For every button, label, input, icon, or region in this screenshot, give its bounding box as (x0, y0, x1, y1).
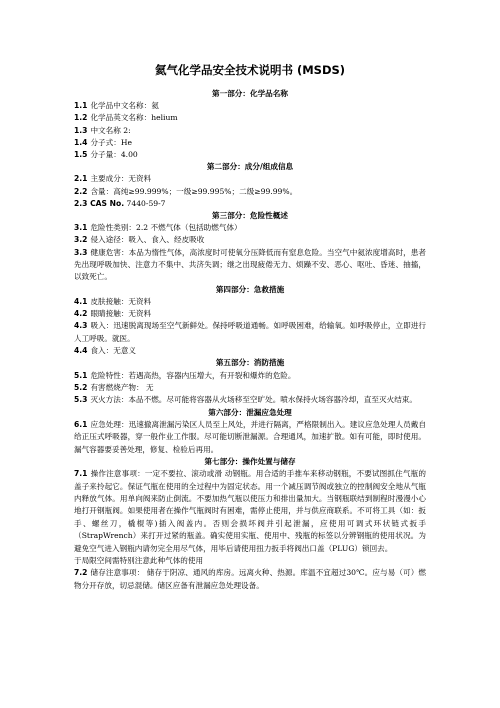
item-4-4 (74, 345, 426, 357)
item-3-3 (74, 247, 426, 284)
section-6-title: 第六部分：泄漏应急处理 (208, 407, 292, 417)
item-7-1 (74, 468, 426, 555)
item-number: 7.2 (74, 568, 88, 578)
item-number: 4.4 (74, 346, 88, 356)
item-number: 3.3 (74, 247, 88, 257)
item-number: 1.2 (74, 113, 88, 123)
item-4-3 (74, 320, 426, 345)
item-1-5 (74, 149, 426, 161)
item-text: 危险特性：若遇高热，容器内压增大，有开裂和爆炸的危险。 (90, 370, 296, 380)
item-number: 3.2 (74, 235, 88, 245)
item-text: 分子量：4.00 (90, 150, 138, 160)
item-7-2 (74, 567, 426, 592)
item-number: 2.2 (74, 186, 88, 196)
item-text: 侵入途径：吸入、食入、经皮吸收 (90, 235, 205, 245)
item-1-3 (74, 125, 426, 137)
section-1-title: 第一部分：化学品名称 (212, 89, 288, 98)
item-4-1 (74, 296, 426, 308)
item-number: 5.2 (74, 382, 88, 392)
item-text: 分子式：He (90, 137, 132, 147)
item-text: 中文名称 2: (90, 125, 131, 135)
item-number: 5.1 (74, 370, 88, 380)
item-text: 食入：无意义 (90, 346, 137, 356)
item-2-2 (74, 186, 426, 198)
item-text: 皮肤接触：无资料 (90, 297, 152, 307)
item-number: 7.1 (74, 469, 88, 479)
document-title: 氦气化学品安全技术说明书 (MSDS) (154, 63, 346, 77)
item-number: 4.2 (74, 309, 88, 319)
item-5-2 (74, 382, 426, 394)
item-text: 化学品英文名称：helium (90, 113, 178, 123)
item-1-1 (74, 100, 426, 112)
item-number: 4.3 (74, 321, 88, 331)
item-number: 1.5 (74, 150, 88, 160)
section-2-title: 第二部分：成分/组成信息 (206, 162, 294, 172)
item-2-1 (74, 173, 426, 185)
item-number: 3.1 (74, 223, 88, 233)
item-number: 5.3 (74, 395, 88, 405)
item-number: 4.1 (74, 297, 88, 307)
item-6-1 (74, 419, 426, 456)
item-text: 健康危害：本品为惰性气体，高浓度时可使氧分压降低而有窒息危险。当空气中氦浓度增高时，患者先出现呼吸加快、注意力不集中、共济失调；继之出现疲倦无力、烦躁不安、恶心、呕吐、昏迷、抽搐，以致死亡。 (74, 247, 426, 282)
section-3-title: 第三部分：危险性概述 (212, 211, 288, 221)
note-line: 于局限空间需特别注意此种气体的使用 (74, 555, 204, 565)
item-text: 灭火方法：本品不燃。尽可能将容器从火场移至空旷处。喷水保持火场容器冷却，直至灭火结束。 (90, 395, 417, 405)
item-number: 1.4 (74, 137, 88, 147)
item-text: 危险性类别：2.2 不燃气体（包括助燃气体） (90, 223, 242, 233)
section-4-title: 第四部分：急救措施 (215, 284, 285, 294)
item-text: 有害燃烧产物： 无 (90, 382, 154, 392)
cas-label: 2.3 CAS No. (74, 198, 125, 208)
item-3-1 (74, 222, 426, 234)
item-4-2 (74, 308, 426, 320)
cas-value: 7440-59-7 (126, 198, 166, 208)
item-2-3 (74, 198, 426, 210)
section-7-title: 第七部分：操作处置与储存 (204, 456, 296, 466)
item-number: 1.1 (74, 101, 88, 111)
item-text: 眼睛接触：无资料 (90, 309, 152, 319)
item-text: 主要成分：无资料 (90, 174, 152, 184)
item-text: 含量：高纯≥99.999%；一级≥99.995%；二级≥99.99%。 (90, 186, 298, 196)
item-text: 吸入：迅速脱离现场至空气新鲜处。保持呼吸道通畅。如呼吸困难，给输氧。如呼吸停止，立即进行人工呼吸。就医。 (74, 321, 426, 343)
item-text: 化学品中文名称：氦 (90, 101, 159, 111)
section-5-title: 第五部分：消防措施 (215, 358, 285, 368)
item-3-2 (74, 234, 426, 246)
item-number: 6.1 (74, 419, 88, 429)
item-1-2 (74, 112, 426, 124)
item-text: 操作注意事项：一定不要拉、滚动或滑 动钢瓶。用合适的手推车来移动钢瓶，不要试图抓住气瓶的盖子来拎起它。保证气瓶在使用的全过程中为固定状态。用一个减压调节阀或独立的控制阀安全地从气瓶内释放气体。用单向阀来防止倒流。不要加热气瓶以使压力和排出量加大。当钢瓶联结到制程时漫漫小心地打开钢瓶阀。如果使用者在操作气瓶阀时有困难，需停止使用，并与供应商联系。不可将工具（如：扳手、螺丝刀，橇棍等)插入阀盖内。否则会损坏阀并引起泄漏，应使用可调式环状链式扳手（StrapWrench）来打开过紧的瓶盖。确实使用实瓶、使用中、残瓶的标签以分辨钢瓶的使用状况。为避免空气进入钢瓶内请勿完全用尽气体，用毕后请使用扭力扳手将阀出口盖（PLUG）锁回去。 (74, 469, 426, 553)
item-text: 应急处理：迅速撤离泄漏污染区人员至上风处，并进行隔离，严格限制出入。建议应急处理人员戴自给正压式呼吸器，穿一般作业工作服。尽可能切断泄漏源。合理通风，加速扩散。如有可能，即时使用。漏气容器要妥善处理，修复、检验后再用。 (74, 419, 426, 454)
item-text: 储存注意事项： 储存于阴凉、通风的库房。远离火种、热源。库温不宜超过30℃。应与易（可）燃物分开存放，切忌混储。储区应备有泄漏应急处理设备。 (74, 568, 426, 590)
item-1-4 (74, 137, 426, 149)
item-number: 1.3 (74, 125, 88, 135)
item-5-3 (74, 394, 426, 406)
item-5-1 (74, 370, 426, 382)
item-number: 2.1 (74, 174, 88, 184)
